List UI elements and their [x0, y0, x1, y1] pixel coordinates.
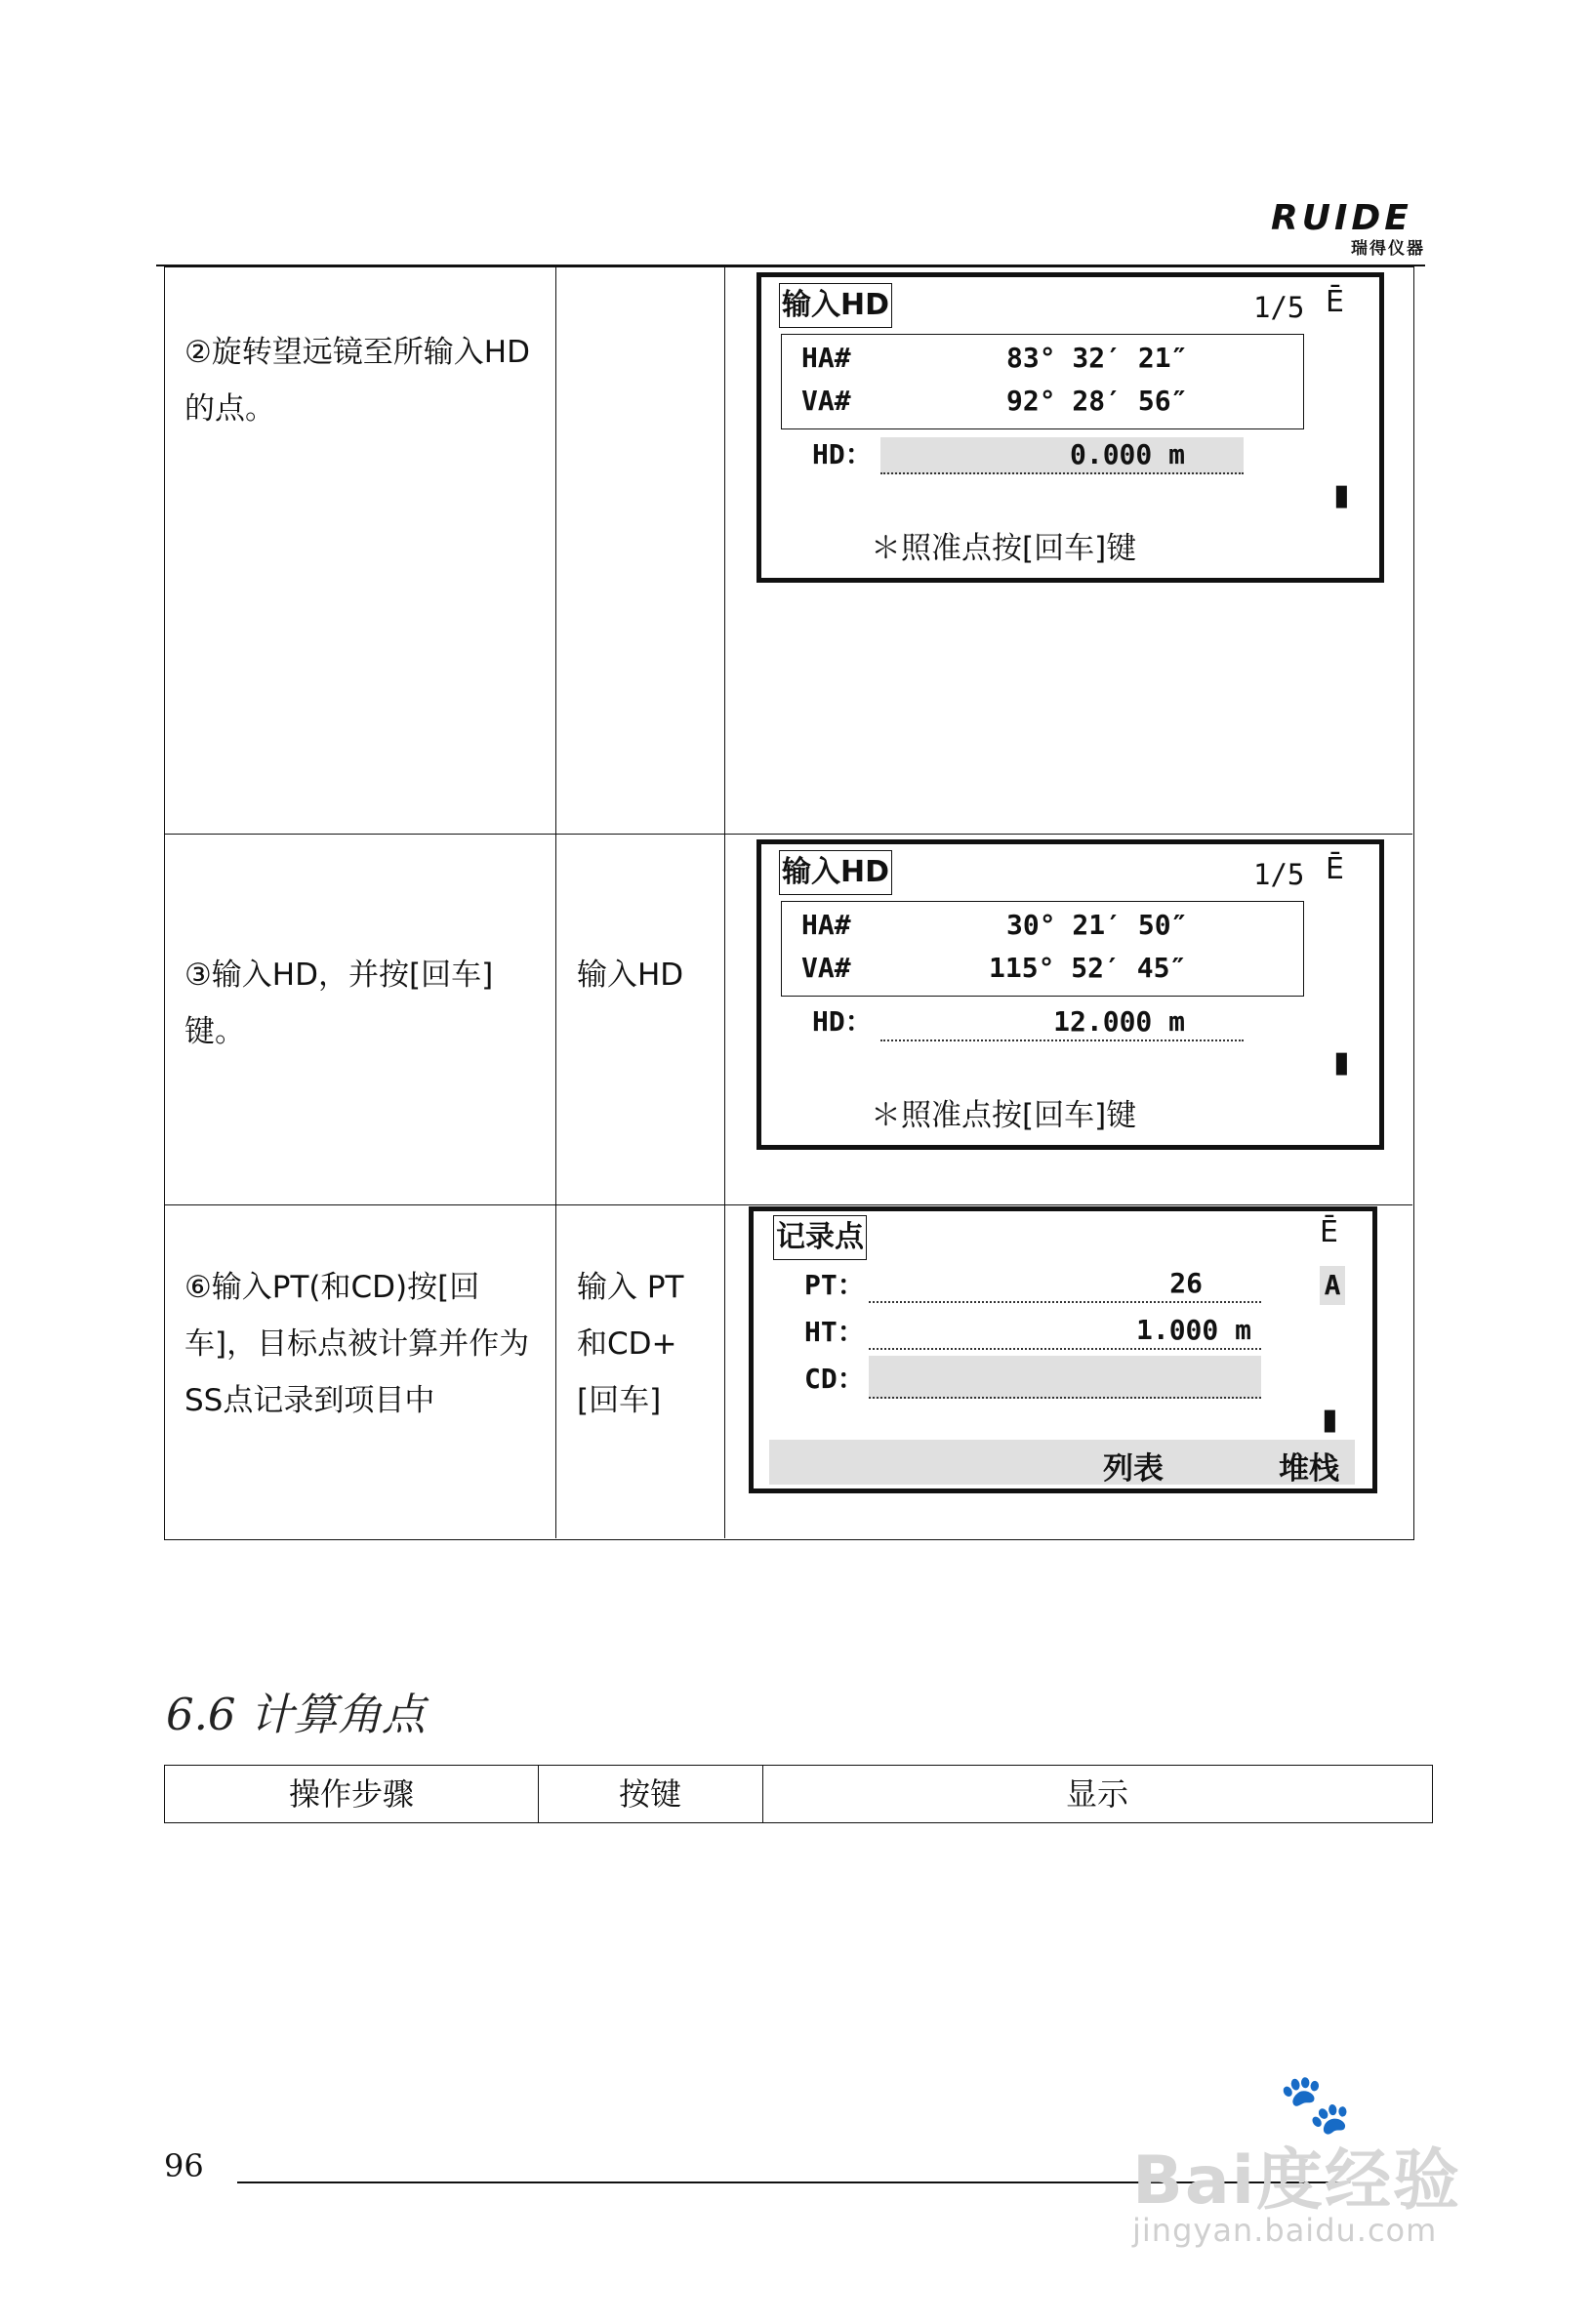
hd-label: HD： — [812, 1005, 873, 1038]
ht-label: HT： — [804, 1316, 865, 1348]
watermark-url: jingyan.baidu.com — [1132, 2212, 1438, 2249]
ht-input[interactable]: 1.000 m — [869, 1313, 1261, 1350]
lcd-screen — [749, 1206, 1377, 1493]
screen-title: 输入HD — [779, 283, 892, 328]
section-table-header — [164, 1765, 1433, 1823]
battery-icon: ▮ — [1333, 1045, 1350, 1080]
page-indicator: 1/5 — [1253, 858, 1305, 891]
pt-label: PT： — [804, 1269, 865, 1301]
cd-input[interactable] — [869, 1356, 1261, 1399]
va-value: 92° 28′ 56″ — [1006, 385, 1188, 417]
ha-label: HA# — [801, 909, 851, 941]
column-divider — [724, 267, 725, 1538]
va-label: VA# — [801, 952, 851, 984]
key-text: 输入HD — [577, 958, 684, 993]
procedure-table — [164, 266, 1414, 1540]
hd-input[interactable]: 12.000 m — [880, 1004, 1244, 1041]
page-number: 96 — [164, 2147, 204, 2184]
ha-value: 30° 21′ 50″ — [1006, 909, 1188, 941]
row-divider — [165, 1204, 1412, 1205]
signal-icon: Ē — [1320, 1215, 1338, 1249]
step-text: ⑥输入PT(和CD)按[回车]，目标点被计算并作为SS点记录到项目中 — [184, 1270, 530, 1418]
page-indicator: 1/5 — [1253, 291, 1305, 324]
logo-text: RUIDE — [1271, 198, 1412, 238]
step-text: ③输入HD，并按[回车]键。 — [184, 958, 494, 1049]
hd-input[interactable]: 0.000 m — [880, 437, 1244, 474]
screen-title: 输入HD — [779, 850, 892, 895]
screen-title: 记录点 — [773, 1215, 867, 1260]
watermark — [1132, 2069, 1503, 2264]
step-text: ②旋转望远镜至所输入HD的点。 — [184, 335, 530, 427]
header-display: 显示 — [1065, 1775, 1128, 1813]
section-title: 6.6 计算角点 — [166, 1689, 426, 1740]
mode-indicator: A — [1320, 1266, 1345, 1305]
header-steps: 操作步骤 — [288, 1775, 414, 1813]
signal-icon: Ē — [1326, 285, 1344, 319]
screen-note: ＊照准点按[回车]键 — [871, 1098, 1137, 1133]
pt-input[interactable]: 26 — [869, 1266, 1261, 1303]
softkey-list[interactable]: 列表 — [1103, 1451, 1164, 1487]
screen-note: ＊照准点按[回车]键 — [871, 531, 1137, 566]
logo-subtitle: 瑞得仪器 — [1351, 239, 1425, 259]
signal-icon: Ē — [1326, 852, 1344, 886]
angle-box — [781, 901, 1304, 997]
hd-label: HD： — [812, 438, 873, 470]
header-keys: 按键 — [618, 1775, 681, 1813]
softkey-stack[interactable]: 堆栈 — [1279, 1451, 1339, 1487]
brand-logo — [1271, 199, 1425, 264]
cd-label: CD： — [804, 1363, 865, 1395]
battery-icon: ▮ — [1333, 478, 1350, 512]
lcd-screen — [756, 272, 1384, 583]
ha-value: 83° 32′ 21″ — [1006, 342, 1188, 374]
watermark-main: Bai度经验 — [1132, 2142, 1462, 2220]
va-label: VA# — [801, 385, 851, 417]
battery-icon: ▮ — [1322, 1403, 1338, 1437]
column-divider — [555, 267, 556, 1538]
softkey-bar — [769, 1440, 1355, 1485]
key-text: 输入 PT 和CD+[回车] — [577, 1270, 684, 1418]
paw-icon: 🐾 — [1279, 2070, 1352, 2139]
lcd-screen — [756, 839, 1384, 1150]
ha-label: HA# — [801, 342, 851, 374]
row-divider — [165, 834, 1412, 835]
angle-box — [781, 334, 1304, 429]
va-value: 115° 52′ 45″ — [989, 952, 1187, 984]
